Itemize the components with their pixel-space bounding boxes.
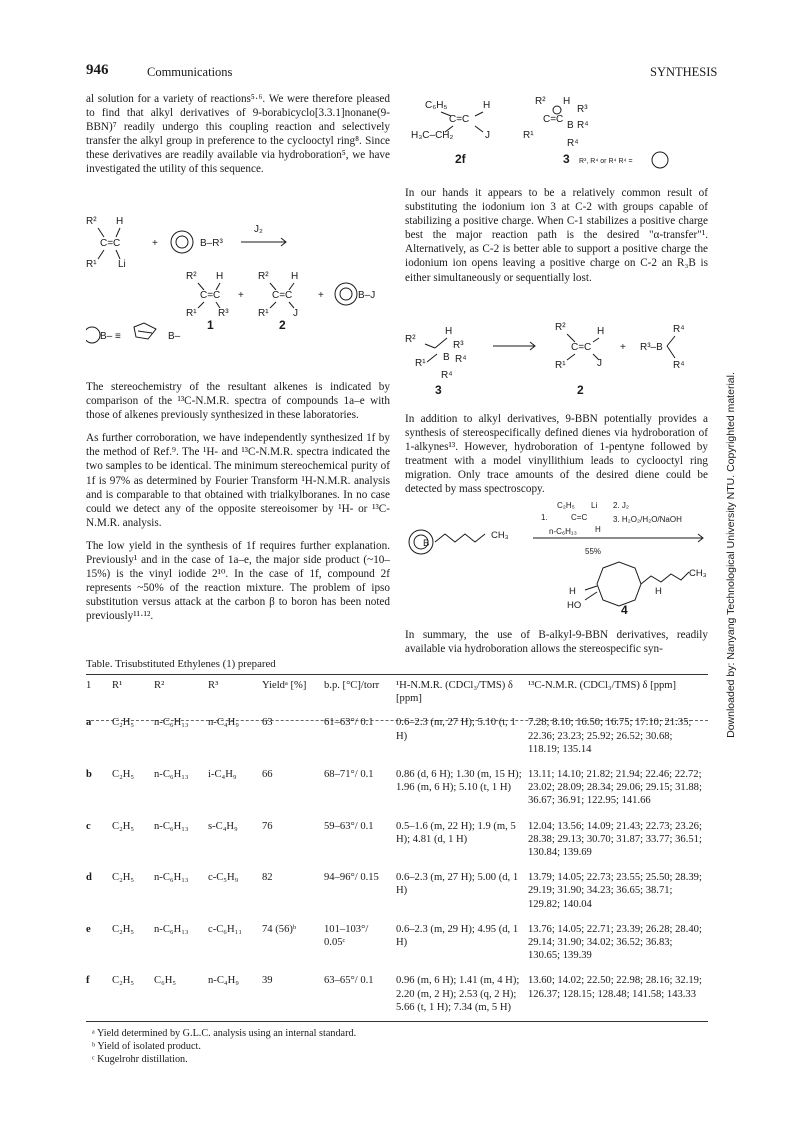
reagent-j2: J₂ xyxy=(254,224,263,235)
table-row xyxy=(86,812,708,864)
label-r3: R³ xyxy=(453,340,464,351)
cell-r1: C₂H₅ xyxy=(112,975,135,987)
table-row xyxy=(86,915,708,967)
plus-sign: + xyxy=(152,238,158,249)
label-h: H xyxy=(116,216,124,227)
column-header: R¹ xyxy=(112,680,123,691)
cell-h-nmr: 0.6–2.3 (m, 29 H); 4.95 (d, 1 H) xyxy=(396,923,519,949)
column-header: ¹³C-N.M.R. (CDCl₃/TMS) δ [ppm] xyxy=(528,680,677,691)
plus-sign: + xyxy=(238,290,244,301)
compound-2f-label: 2f xyxy=(455,152,466,166)
label-r2: R² xyxy=(405,334,416,345)
cell-r1: C₂H₅ xyxy=(112,717,135,729)
label-h: H xyxy=(597,326,605,337)
cell-c-nmr: 12.04; 13.56; 14.09; 21.43; 22.73; 23.26; 28.38; 29.13; 30.70; 31.87; 33.77; 36.51; 130.84; 139.69 xyxy=(528,820,702,859)
cell-bp: 94–96°/ 0.15 xyxy=(324,872,379,884)
label-ho: HO xyxy=(567,600,582,611)
column-header: Yieldᵃ [%] xyxy=(262,680,307,691)
label-r2: R² xyxy=(186,271,197,282)
page-number: 946 xyxy=(86,62,109,78)
compound-2-label: 2 xyxy=(279,318,286,332)
label-c6h5: C₆H₅ xyxy=(425,100,448,111)
cell-c-nmr: 13.79; 14.05; 22.73; 23.55; 25.50; 28.39; 29.19; 31.90; 34.23; 36.65; 38.71; 129.82; 140.04 xyxy=(528,872,702,910)
column-header: b.p. [°C]/torr xyxy=(324,680,380,691)
right-column-top xyxy=(405,186,708,290)
left-column-top xyxy=(86,92,390,182)
journal-name: SYNTHESIS xyxy=(650,65,718,79)
left-column-bottom xyxy=(86,380,390,629)
yield-label: 55% xyxy=(585,547,602,556)
column-header: R³ xyxy=(208,680,219,691)
cell-r2: n-C₆H₁₃ xyxy=(154,923,189,935)
paragraph: In summary, the use of B-alkyl-9-BBN derivatives, readily available via hydroboration allows the stereospecific syn- xyxy=(405,629,708,656)
cell-r1: C₂H₅ xyxy=(112,820,135,832)
label-ceq: C=C xyxy=(449,114,470,125)
label-ceq: C=C xyxy=(100,238,121,249)
right-column-bottom xyxy=(405,628,708,661)
table-rule-top xyxy=(86,674,708,675)
label-c2h5: C₂H₅ xyxy=(557,501,575,510)
label-b: B xyxy=(443,352,450,363)
cell-bp: 59–63°/ 0.1 xyxy=(324,820,374,832)
cell-id: f xyxy=(86,975,90,987)
label-j: J xyxy=(597,358,602,369)
compound-3-label: 3 xyxy=(563,152,570,166)
bicyclic-cage-icon xyxy=(134,323,156,339)
label-j: J xyxy=(293,308,298,319)
paragraph: The low yield in the synthesis of 1f requires further explanation. Previously¹ and in the case of 1a–e, the major side product (~10–15%) is the vinyl iodide 2¹⁰. In the case of 1f, compound 2f represents ~50% of the reaction mixture. The problem of ipso substitution versus attack at the carbon β to boron has been noted previously¹¹·¹². xyxy=(86,539,390,623)
compound-1-label: 1 xyxy=(207,318,214,332)
plus-sign: + xyxy=(620,342,626,353)
label-r2: R² xyxy=(86,216,97,227)
footnote: ᵃ Yield determined by G.L.C. analysis using an internal standard. xyxy=(92,1028,357,1039)
cell-r3: s-C₄H₉ xyxy=(208,820,238,832)
cell-h-nmr: 0.96 (m, 6 H); 1.41 (m, 4 H); 2.20 (m, 2 H); 2.53 (q, 2 H); 5.66 (t, 1 H); 7.34 (m, 5 H) xyxy=(396,975,520,1013)
table-caption: Table. Trisubstituted Ethylenes (1) prepared xyxy=(86,658,276,670)
cell-r3: n-C₄H₉ xyxy=(208,975,239,987)
plus-sign: + xyxy=(318,290,324,301)
table-row xyxy=(86,760,708,812)
label-r1: R¹ xyxy=(186,308,197,319)
compound-2-label: 2 xyxy=(577,383,584,397)
label-r1: R¹ xyxy=(86,259,97,270)
paragraph: As further corroboration, we have independently synthesized 1f by the method of Ref.⁹. The ¹H- and ¹³C-N.M.R. spectra indicated the two samples to be identical. The minimum stereochemical purity of 1f is 97% as determined by Fourier Transform ¹H-N.M.R. analysis and is comparable to that obtained with trialkylboranes. In no case could we detect any of the opposite stereoisomer by ¹H- or ¹³C-N.M.R. analysis. xyxy=(86,432,390,529)
label-r3b: R³–B xyxy=(640,342,663,353)
footnote: ᵇ Yield of isolated product. xyxy=(92,1040,201,1052)
cell-yield: 74 (56)ᵇ xyxy=(262,923,297,935)
download-notice-text: Downloaded by: Nanyang Technological University NTU. Copyrighted material. xyxy=(725,372,737,738)
cell-r3: i-C₄H₉ xyxy=(208,769,237,781)
cell-c-nmr: 13.76; 14.05; 22.71; 23.39; 26.28; 28.40; 29.14; 31.90; 34.02; 36.52; 36.83; 130.65; 139.39 xyxy=(528,923,702,962)
label-h: H xyxy=(655,586,662,597)
label-ceq: C=C xyxy=(571,342,592,353)
table-rule-bottom xyxy=(86,1021,708,1022)
cyclooctyl-ring-icon xyxy=(652,152,668,168)
cell-id: a xyxy=(86,717,92,729)
label-h: H xyxy=(483,100,491,111)
label-r2: R² xyxy=(555,322,566,333)
cell-bp: 63–65°/ 0.1 xyxy=(324,975,374,987)
label-br3: B–R³ xyxy=(200,238,223,249)
label-r1: R¹ xyxy=(415,358,426,369)
compound-3-label: 3 xyxy=(435,383,442,397)
scheme-structures-2f-3 xyxy=(405,88,708,180)
bbn-ring-icon xyxy=(171,231,193,253)
cell-bp: 61–63°/ 0.1 xyxy=(324,717,374,729)
data-table xyxy=(86,676,708,1018)
bbn-ring-icon xyxy=(335,283,357,305)
bbn-ring-icon xyxy=(86,327,100,343)
label-bj: B–J xyxy=(358,290,376,301)
cell-r2: n-C₆H₁₃ xyxy=(154,769,189,781)
label-r4: R⁴ xyxy=(673,360,685,371)
label-h: H xyxy=(595,525,601,534)
cell-id: d xyxy=(86,872,92,884)
cell-bp: 68–71°/ 0.1 xyxy=(324,769,374,781)
label-ceq: C=C xyxy=(543,114,564,125)
paragraph: In our hands it appears to be a relatively common result of substituting the iodonium ion 3 at C-2 with groups capable of stabilizing a positive charge. When C-1 stabilizes a positive charge best the major reaction path is the desired "α-transfer"¹. Alternatively, as C-2 is better able to support a positive charge the iodonium ion opens leaving a positive charge on C-2 an R₃B is either simultaneously or sequentially lost. xyxy=(405,187,708,284)
column-header: 1 xyxy=(86,680,92,691)
cell-yield: 82 xyxy=(262,872,273,884)
cell-r2: n-C₆H₁₃ xyxy=(154,820,189,832)
footnote: ᶜ Kugelrohr distillation. xyxy=(92,1053,188,1065)
cell-bp: 101–103°/ 0.05ᶜ xyxy=(324,923,369,949)
table-row xyxy=(86,863,708,915)
label-ceq: C=C xyxy=(200,290,221,301)
label-r4: R⁴ xyxy=(577,120,589,131)
label-r1: R¹ xyxy=(523,130,534,141)
cell-h-nmr: 0.86 (d, 6 H); 1.30 (m, 15 H); 1.96 (m, 6 H); 5.10 (t, 1 H) xyxy=(396,769,522,794)
label-r2: R² xyxy=(535,96,546,107)
compound-4-label: 4 xyxy=(621,603,628,617)
label-li: Li xyxy=(591,501,598,510)
label-h: H xyxy=(291,271,299,282)
label-b: B xyxy=(567,120,574,131)
section-title: Communications xyxy=(147,65,233,79)
label-r4: R⁴ xyxy=(455,354,467,365)
label-ethyl: H₃C–CH₂ xyxy=(411,130,454,141)
label-h: H xyxy=(216,271,224,282)
scheme-diene-synthesis xyxy=(405,482,708,620)
step-2: 2. J₂ xyxy=(613,501,629,510)
label-h: H xyxy=(445,326,453,337)
label-r1: R¹ xyxy=(258,308,269,319)
label-h: H xyxy=(569,586,576,597)
step-1: 1. xyxy=(541,513,548,522)
cell-c-nmr: 7.28; 8.10; 16.50; 16.75; 17.10; 21.35; 22.36; 23.23; 25.92; 26.52; 30.68; 118.19; 135.14 xyxy=(528,717,692,755)
cell-r1: C₂H₅ xyxy=(112,923,135,935)
label-ceq: C=C xyxy=(272,290,293,301)
label-r3: R³ xyxy=(577,104,588,115)
cell-r1: C₂H₅ xyxy=(112,872,135,884)
column-header: ¹H-N.M.R. (CDCl₃/TMS) δ [ppm] xyxy=(396,680,513,705)
table-row xyxy=(86,966,708,1018)
label-li: Li xyxy=(118,259,126,270)
cell-r2: n-C₆H₁₃ xyxy=(154,872,189,884)
label-r4: R⁴ xyxy=(673,324,685,335)
cell-yield: 39 xyxy=(262,975,273,987)
cyclooctyl-ring-icon xyxy=(597,562,641,606)
label-ch3: CH₃ xyxy=(491,530,509,541)
cell-r1: C₂H₅ xyxy=(112,769,135,781)
cell-yield: 66 xyxy=(262,769,273,781)
cell-h-nmr: 0.5–1.6 (m, 22 H); 1.9 (m, 5 H); 4.81 (d, 1 H) xyxy=(396,820,516,845)
table-footnotes xyxy=(92,1028,692,1066)
label-ch3: CH₃ xyxy=(689,568,707,579)
cell-c-nmr: 13.11; 14.10; 21.82; 21.94; 22.46; 22.72; 23.02; 28.09; 28.34; 29.06; 29.15; 31.88; 36.67; 36.91; 122.95; 141.66 xyxy=(528,769,702,807)
bbn-ring-icon xyxy=(409,530,433,554)
cell-id: c xyxy=(86,820,91,832)
step-3: 3. H₂O₂/H₂O/NaOH xyxy=(613,515,682,524)
label-h: H xyxy=(563,96,571,107)
cell-r3: c-C₅H₉ xyxy=(208,872,239,884)
table-row xyxy=(86,708,708,760)
label-j: J xyxy=(485,130,490,141)
label-b: B xyxy=(423,538,430,549)
cell-yield: 76 xyxy=(262,820,273,832)
bbn-definition: B– ≡ xyxy=(100,331,121,342)
cell-r2: n-C₆H₁₃ xyxy=(154,717,189,729)
scheme-coupling xyxy=(86,212,391,370)
paragraph: In addition to alkyl derivatives, 9-BBN potentially provides a synthesis of stereospecifically defined dienes via hydroboration of 1-alkynes¹³. However, hydroboration of 1-pentyne followed by treatment with a model vinyllithium leads to cyclooctyl ring migration. Only trace amounts of the desired diene could be detected by mass spectroscopy. xyxy=(405,413,708,496)
cell-id: e xyxy=(86,923,91,935)
label-r2: R² xyxy=(258,271,269,282)
download-notice xyxy=(722,372,740,738)
cell-r3: c-C₆H₁₁ xyxy=(208,923,243,935)
label-hexyl: n-C₆H₁₃ xyxy=(549,527,577,536)
label-r4: R⁴ xyxy=(567,138,579,149)
substituent-note: R³, R⁴ or R⁴ R⁴ = xyxy=(579,158,633,165)
paragraph: The stereochemistry of the resultant alkenes is indicated by comparison of the ¹³C-N.M.R. spectra of compounds 1a–e with those of alkenes previously synthesized in these laboratories. xyxy=(86,381,390,422)
column-header: R² xyxy=(154,680,165,691)
cell-c-nmr: 13.60; 14.02; 22.50; 22.98; 28.16; 32.19; 126.37; 128.15; 128.48; 141.58; 143.33 xyxy=(528,975,702,1000)
label-r1: R¹ xyxy=(555,360,566,371)
label-r3: R³ xyxy=(218,308,229,319)
bbn-b-label: B– xyxy=(168,331,181,342)
cell-r3: n-C₄H₉ xyxy=(208,717,239,729)
cell-r2: C₆H₅ xyxy=(154,975,177,987)
label-ceq: C=C xyxy=(571,513,588,522)
cell-h-nmr: 0.6–2.3 (m, 27 H); 5.00 (d, 1 H) xyxy=(396,872,519,897)
cell-id: b xyxy=(86,769,92,781)
paragraph: al solution for a variety of reactions⁵·⁶. We were therefore pleased to find that alkyl derivatives of 9-borabicyclo[3.3.1]nonane(9-BBN)⁷ readily undergo this coupling reaction and selectively transfer the alkyl group in preference to the cyclooctyl ring⁸. Since these derivatives are readily available via hydroboration⁵, we have investigated the utility of this sequence. xyxy=(86,93,390,176)
cell-h-nmr: 0.6–2.3 (m, 27 H); 5.10 (t, 1 H) xyxy=(396,717,516,742)
cell-yield: 63 xyxy=(262,717,273,729)
scheme-iodonium-opening xyxy=(405,318,708,400)
label-r4: R⁴ xyxy=(441,370,453,381)
table-header-row xyxy=(86,676,708,708)
